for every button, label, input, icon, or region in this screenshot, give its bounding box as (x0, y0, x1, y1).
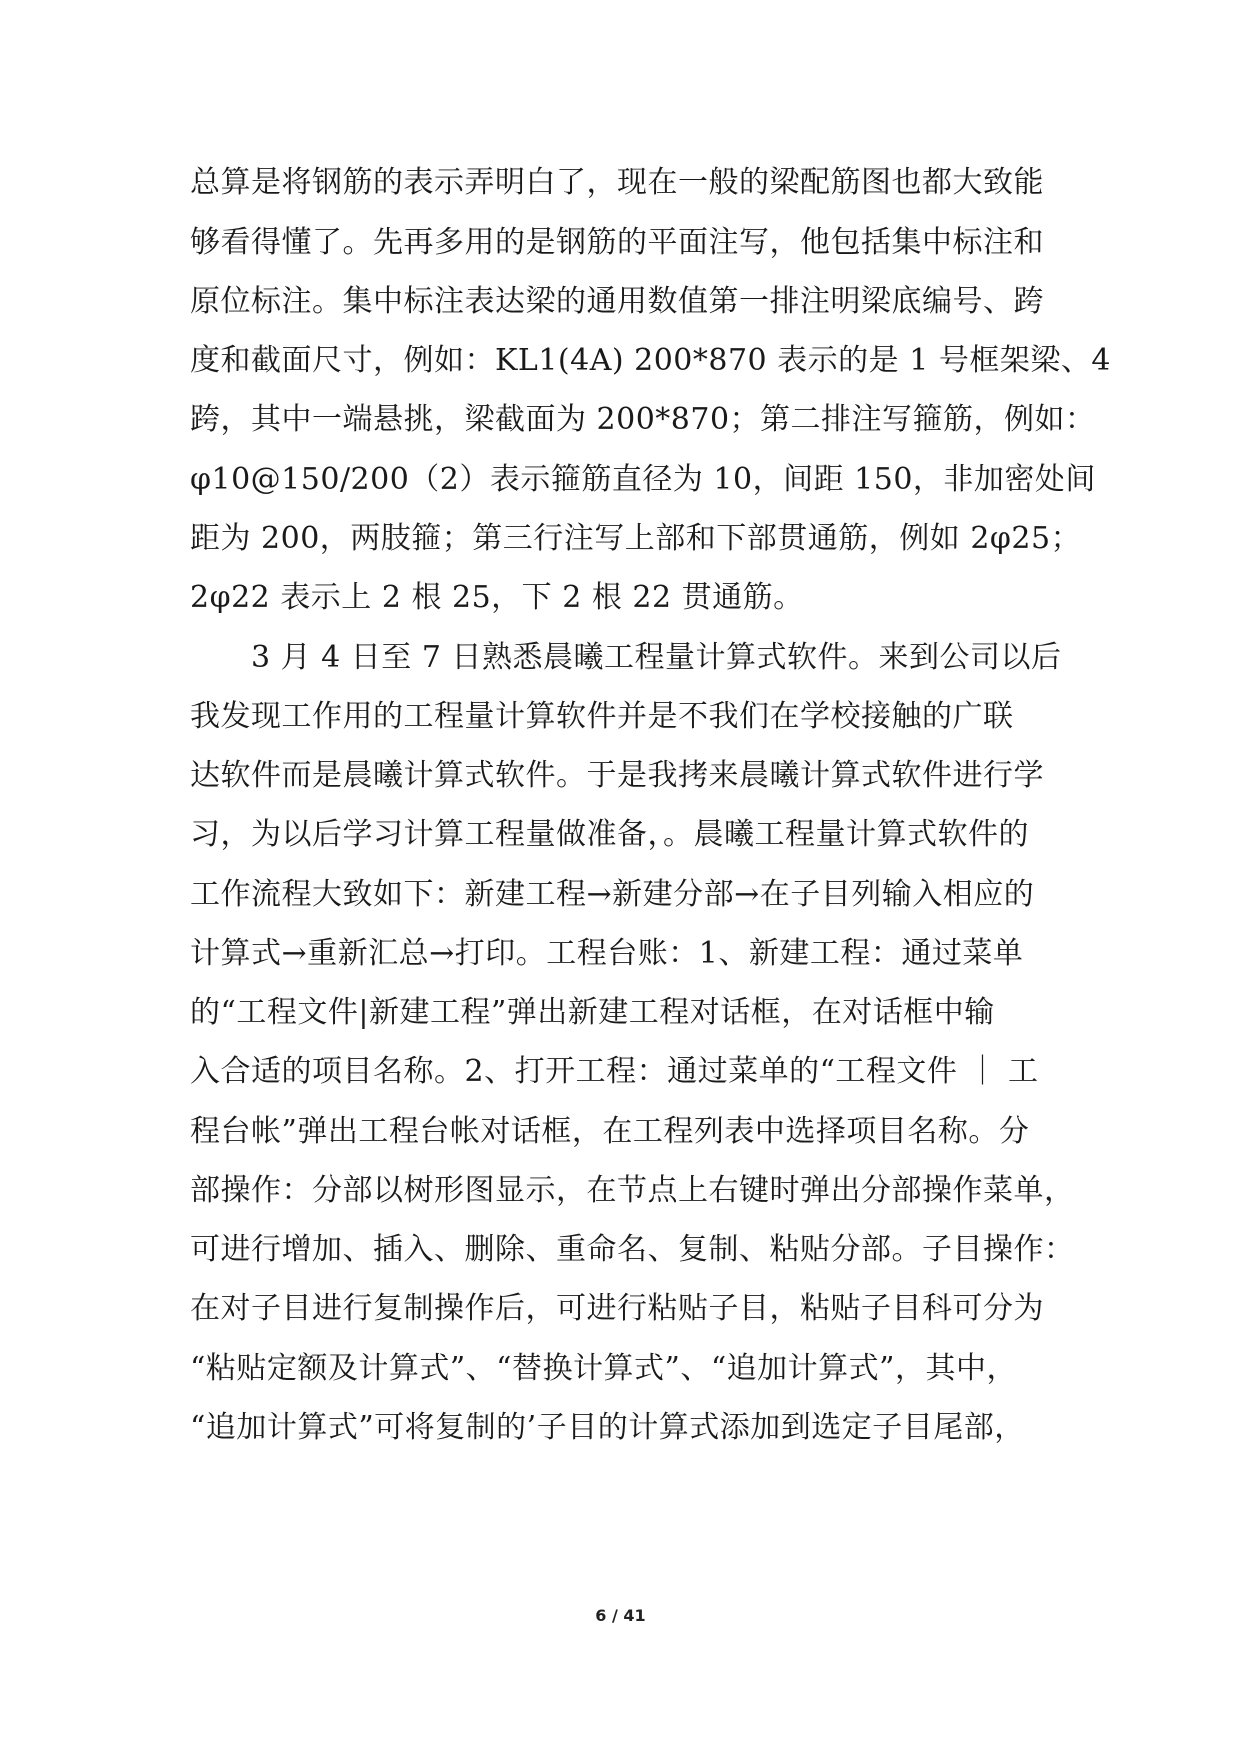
text-line: 2φ22 表示上 2 根 25，下 2 根 22 贯通筋。 (190, 580, 804, 615)
text-line: 在对子目进行复制操作后，可进行粘贴子目，粘贴子目科可分为 (190, 1291, 1044, 1326)
text-line: 部操作：分部以树形图显示，在节点上右键时弹出分部操作菜单， (190, 1173, 1075, 1208)
text-line: “追加计算式”可将复制的’子目的计算式添加到选定子目尾部， (190, 1410, 1025, 1445)
text-line: φ10@150/200（2）表示箍筋直径为 10，间距 150，非加密处间 (190, 462, 1096, 497)
text-line: 计算式→重新汇总→打印。工程台账：1、新建工程：通过菜单 (190, 936, 1024, 971)
text-line: “粘贴定额及计算式”、“替换计算式”、“追加计算式”，其中， (190, 1351, 1018, 1386)
text-line: 工作流程大致如下：新建工程→新建分部→在子目列输入相应的 (190, 877, 1035, 912)
text-line: 我发现工作用的工程量计算软件并是不我们在学校接触的广联 (190, 699, 1014, 734)
text-line: 度和截面尺寸，例如：KL1(4A) 200*870 表示的是 1 号框架梁、4 (190, 343, 1111, 378)
text-line: 3 月 4 日至 7 日熟悉晨曦工程量计算式软件。来到公司以后 (190, 640, 1062, 675)
text-line: 达软件而是晨曦计算式软件。于是我拷来晨曦计算式软件进行学 (190, 758, 1044, 793)
page-number: 6 / 41 (595, 1606, 646, 1625)
text-line: 跨，其中一端悬挑，梁截面为 200*870；第二排注写箍筋，例如： (190, 402, 1096, 437)
text-line: 可进行增加、插入、删除、重命名、复制、粘贴分部。子目操作： (190, 1232, 1075, 1267)
text-line: 程台帐”弹出工程台帐对话框，在工程列表中选择项目名称。分 (190, 1114, 1030, 1149)
text-line: 距为 200，两肢箍；第三行注写上部和下部贯通筋，例如 2φ25； (190, 521, 1082, 556)
text-line: 的“工程文件|新建工程”弹出新建工程对话框，在对话框中输 (190, 995, 995, 1030)
text-line: 入合适的项目名称。2、打开工程：通过菜单的“工程文件 ｜ 工 (190, 1054, 1039, 1089)
text-line: 习，为以后学习计算工程量做准备，。晨曦工程量计算式软件的 (190, 817, 1029, 852)
text-line: 够看得懂了。先再多用的是钢筋的平面注写，他包括集中标注和 (190, 225, 1044, 260)
text-line: 总算是将钢筋的表示弄明白了，现在一般的梁配筋图也都大致能 (190, 165, 1044, 200)
text-line: 原位标注。集中标注表达梁的通用数值第一排注明梁底编号、跨 (190, 284, 1044, 319)
